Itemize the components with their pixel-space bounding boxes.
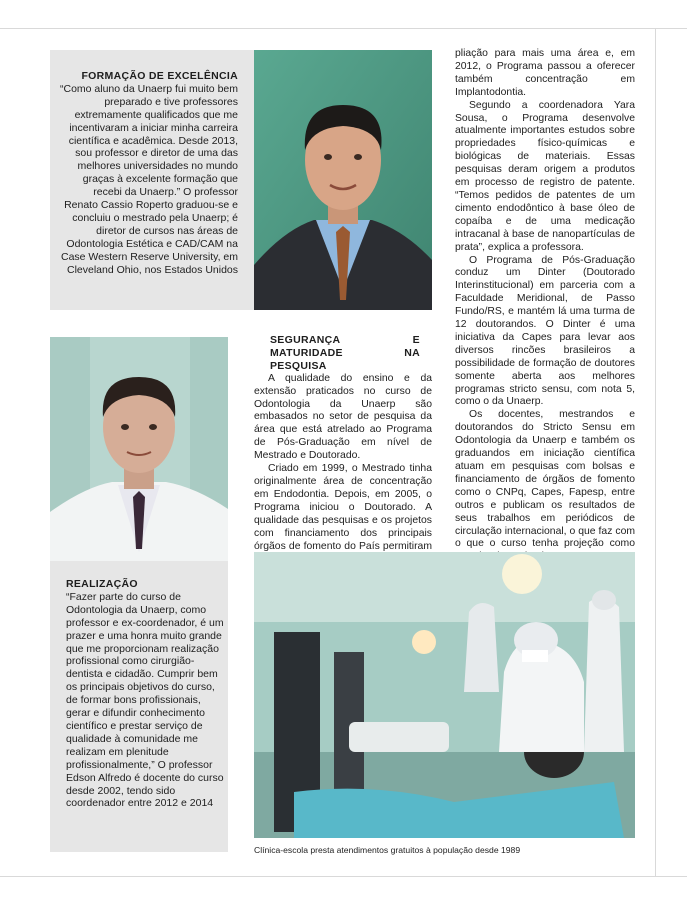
portrait-man-suit-illustration bbox=[254, 50, 432, 310]
page-frame-top bbox=[0, 28, 687, 29]
page-frame-bottom bbox=[0, 876, 687, 877]
middle-paragraph-2: Criado em 1999, o Mestrado tinha originalmente área de concentração em Endodontia. Depois, em 2005, o Programa iniciou o Doutorado. A qualidade das pesquisas e os projetos com financiamento dos principais órgãos de fomento do País permitiram bbox=[254, 463, 432, 552]
article-middle-column bbox=[254, 334, 432, 566]
quote-title-realizacao: REALIZAÇÃO bbox=[66, 578, 138, 590]
quote-text-realizacao: “Fazer parte do curso de Odontologia da Unaerp, como professor e ex-coordenador, é um prazer e uma honra muito grande que me proporcionam realização profissional como cirurgião-dentista e cidadão. Cumprir bem os principais objetivos do curso, de formar bons profissionais, gerar e difundir conhecimento científico e prestar serviço de qualidade à comunidade me realizam em plenitude profissionalmente,” O professor Edson Alfredo é docente do curso desde 2002, tendo sido coordenador entre 2012 e 2014 bbox=[66, 590, 224, 810]
photo-renato-roperto bbox=[254, 50, 432, 310]
clinic-scene-illustration bbox=[254, 552, 635, 838]
page-frame-right bbox=[655, 28, 656, 876]
right-paragraph-0: pliação para mais uma área e, em 2012, o Programa passou a oferecer também concentração em Implantodontia. bbox=[455, 48, 635, 98]
right-paragraph-1: Segundo a coordenadora Yara Sousa, o Programa desenvolve atualmente importantes estudos sobre propriedades físico-químicas e biológicas de materiais. Essas pesquisas deram origem a produtos em processo de registro de patente. “Temos pedidos de patentes de um cimento endodôntico à base óleo de copaíba e de uma medicação intracanal à base de nanopartículas de prata”, explica a professora. bbox=[455, 99, 635, 253]
quote-box-realizacao-content bbox=[66, 578, 224, 810]
quote-title-excelencia: FORMAÇÃO DE EXCELÊNCIA bbox=[81, 70, 238, 82]
photo-edson-alfredo bbox=[50, 337, 228, 561]
section-title-seguranca: SEGURANÇA E MATURIDADE NA PESQUISA bbox=[270, 334, 420, 372]
portrait-man-white-coat-illustration bbox=[50, 337, 228, 561]
middle-paragraph-1: A qualidade do ensino e da extensão praticados no curso de Odontologia da Unaerp são embasados no setor de pesquisa da área que está atrelado ao Programa de Pós-Graduação em nível de Mestrado e Doutorado. bbox=[254, 372, 432, 462]
quote-box-excelencia-content bbox=[58, 70, 238, 277]
photo-clinica-escola bbox=[254, 552, 635, 838]
photo-caption: Clínica-escola presta atendimentos gratuitos à população desde 1989 bbox=[254, 845, 521, 855]
article-right-column bbox=[455, 48, 635, 564]
right-paragraph-3: Os docentes, mestrandos e doutorandos do Stricto Sensu em Odontologia da Unaerp e também os graduandos em iniciação científica atuam em pesquisas com bolsas e financiamento de órgãos de fomento como o CNPq, Capes, Fapesp, entre outros e publicam os resultados de seus trabalhos em periódicos de circulação internacional, o que faz com o que o curso tenha projeção como bbox=[455, 409, 635, 550]
quote-text-excelencia: “Como aluno da Unaerp fui muito bem preparado e tive professores extremamente qualificados que me incentivaram a iniciar minha carreira científica e acadêmica. Desde 2013, sou professor e diretor de uma das melhores universidades no mundo graças à excelente formação que recebi da Unaerp.” O professor Renato Cassio Roperto graduou-se e concluiu o mestrado pela Unaerp; é diretor de cursos nas áreas de Odontologia Estética e CAD/CAM na Case Western Reserve University, em Cleveland Ohio, nos Estados Unidos bbox=[59, 82, 238, 276]
right-paragraph-2: O Programa de Pós-Graduação conduz um Dinter (Doutorado Interinstitucional) em parceria com a Faculdade Meridional, de Passo Fundo/RS, e mantém lá uma turma de 12 doutorandos. O Dinter é uma iniciativa da Capes para levar aos diversos rincões brasileiros a possibilidade de formação de doutores somente aberta aos melhores programas stricto sensu, com nota 5, como o da Unaerp. bbox=[455, 254, 635, 408]
